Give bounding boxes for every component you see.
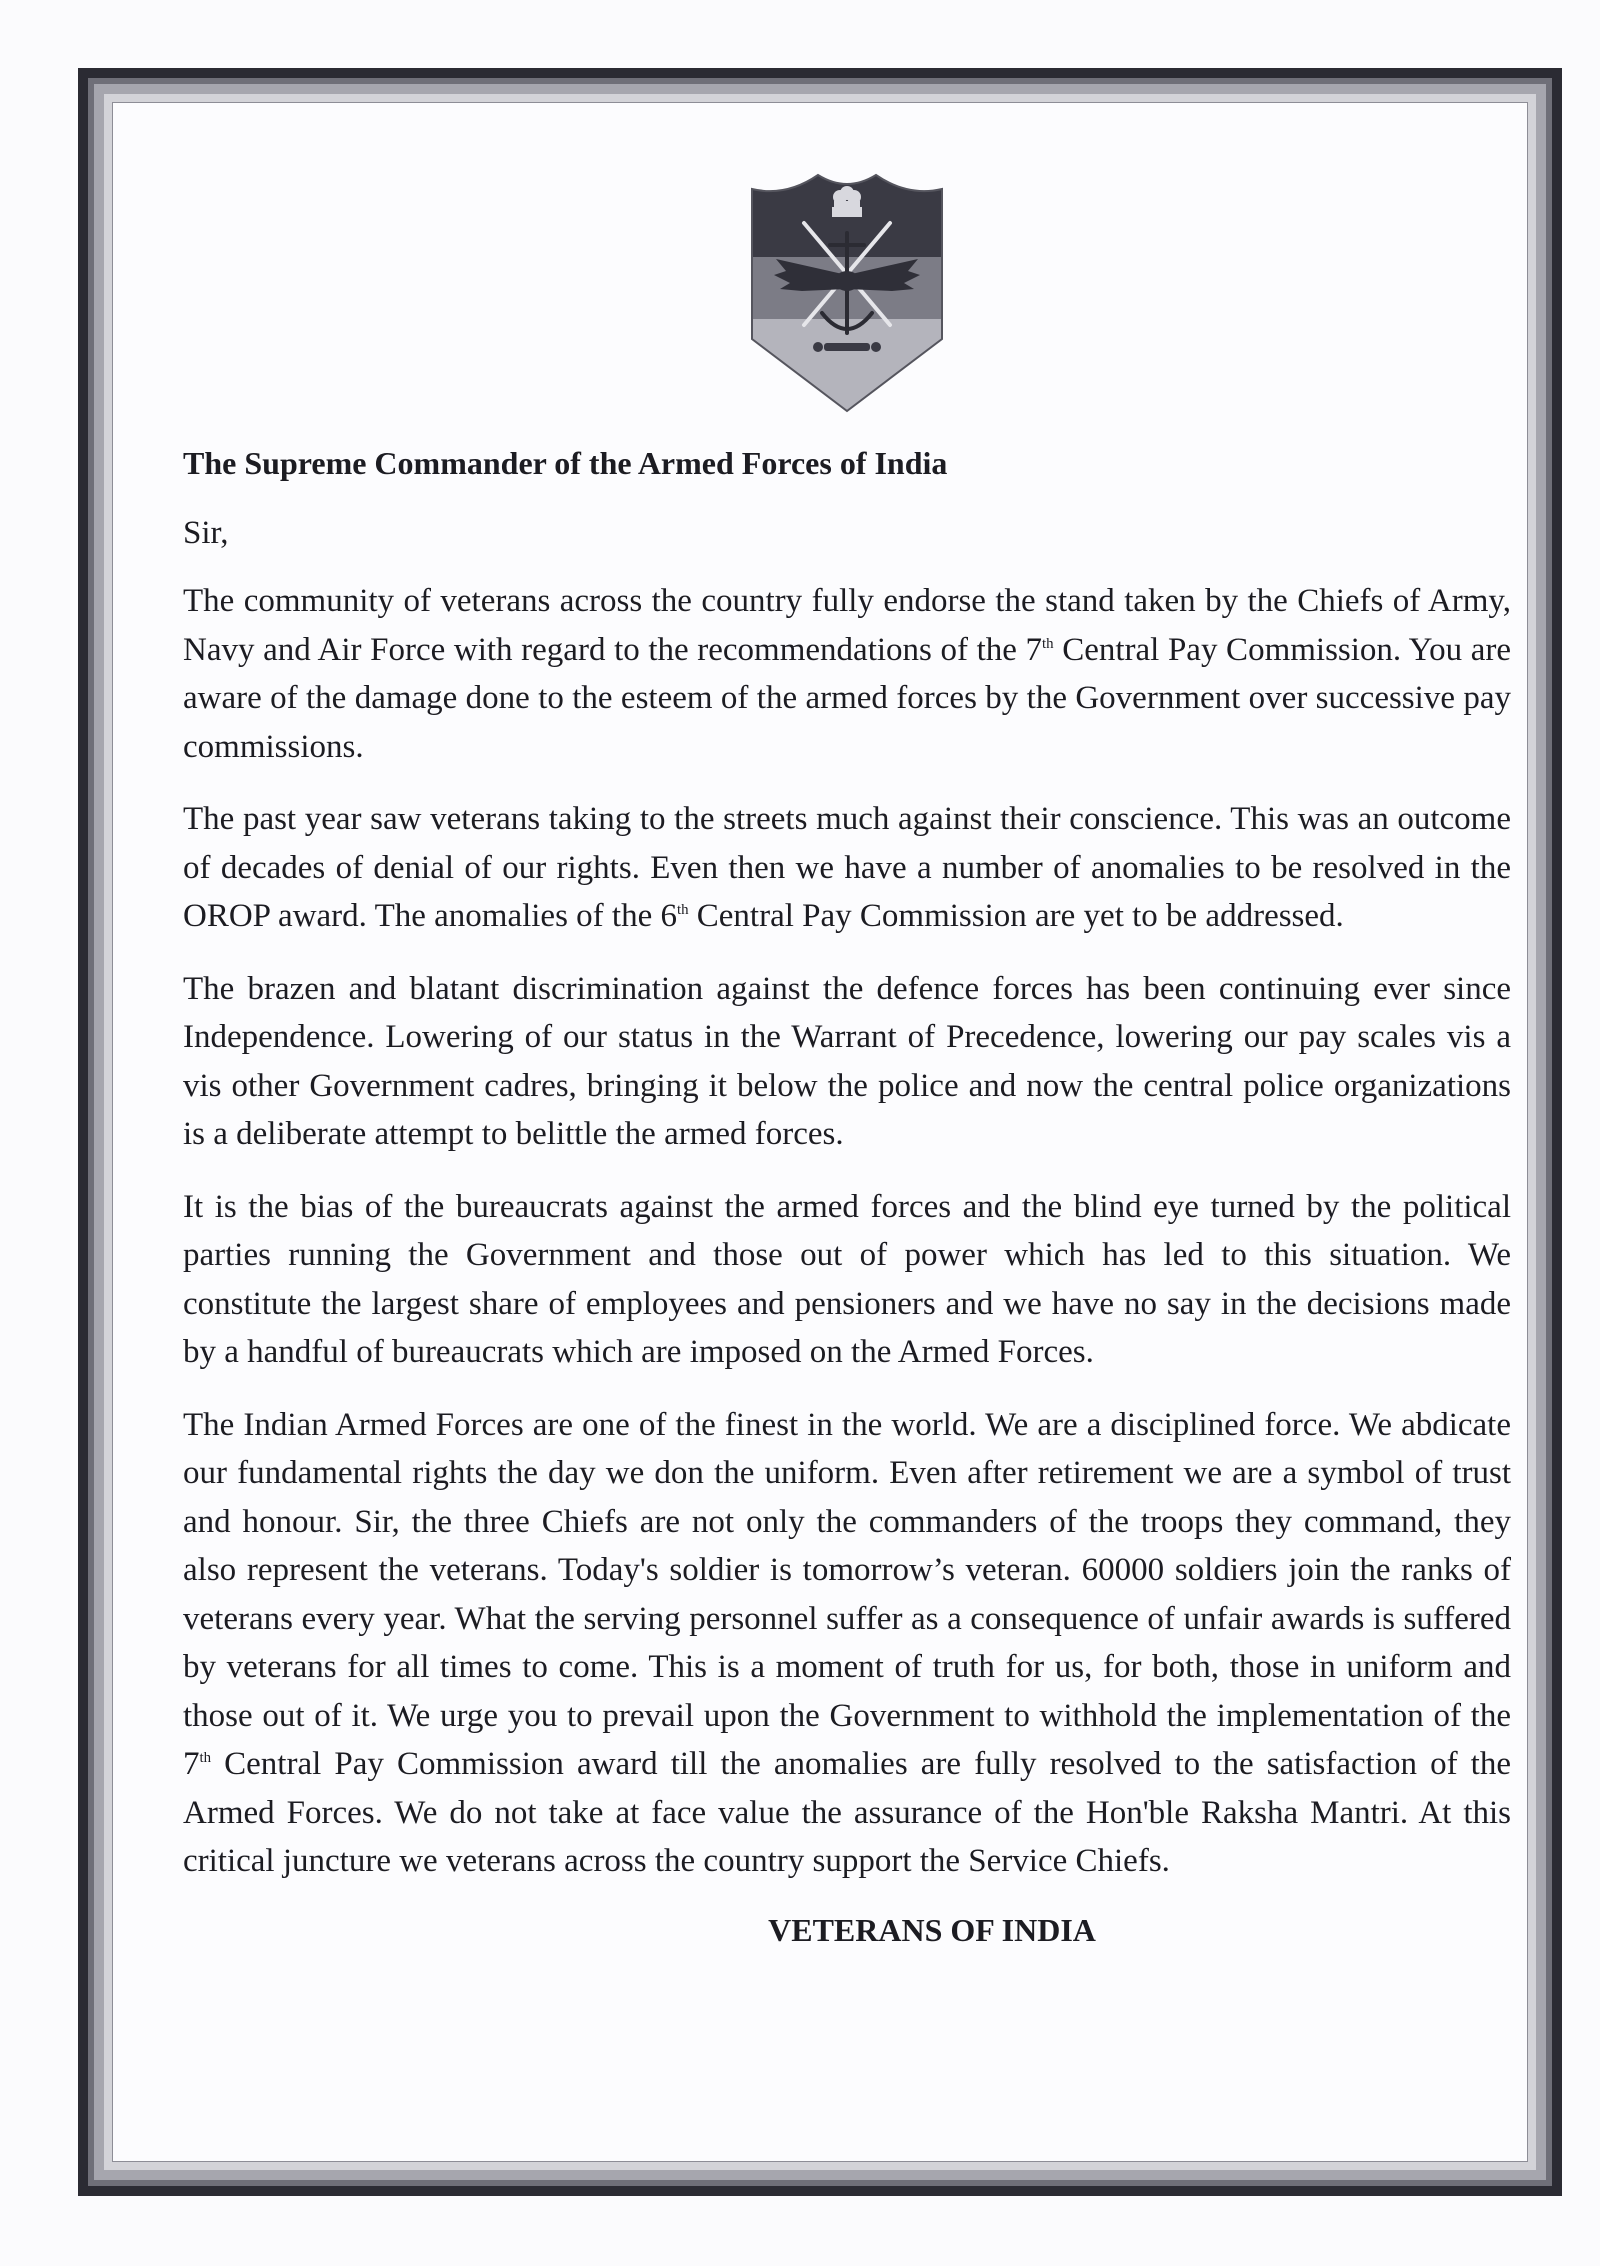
paragraph-3: The brazen and blatant discrimination against the defence forces has been continuing ever since Independence. Lowering of our status in the Warrant of Precedence, lowering our pay scales vis a vis other Government cadres, bringing it below the police and now the central police organizations is a deliberate attempt to belittle the armed forces. xyxy=(183,970,1511,1152)
letter-page xyxy=(112,102,1528,2162)
addressee-line: The Supreme Commander of the Armed Forces of India xyxy=(183,445,948,481)
paragraph-2: The past year saw veterans taking to the streets much against their conscience. This was an outcome of decades of denial of our rights. Even then we have a number of anomalies to be resolved in the OROP award. The anomalies of the 6th Central Pay Commission are yet to be addressed. xyxy=(183,801,1511,934)
paragraph-4: It is the bias of the bureaucrats against the armed forces and the blind eye turned by the political parties running the Government and those out of power which has led to this situation. We constitute the largest share of employees and pensioners and we have no say in the decisions made by a handful of bureaucrats which are imposed on the Armed Forces. xyxy=(183,1188,1511,1370)
signature: VETERANS OF INDIA xyxy=(768,1911,1096,1948)
salutation: Sir, xyxy=(183,515,229,551)
letter-body xyxy=(183,443,1511,1950)
tri-services-crest-icon xyxy=(746,167,948,413)
paragraph-5: The Indian Armed Forces are one of the finest in the world. We are a disciplined force. We abdicate our fundamental rights the day we don the uniform. Even after retirement we are a symbol of trust and honour. Sir, the three Chiefs are not only the commanders of the troops they command, they also represent the veterans. Today's soldier is tomorrow’s veteran. 60000 soldiers join the ranks of veterans every year. What the serving personnel suffer as a consequence of unfair awards is suffered by veterans for all times to come. This is a moment of truth for us, for both, those in uniform and those out of it. We urge you to prevail upon the Government to withhold the implementation of the 7th Central Pay Commission award till the anomalies are fully resolved to the satisfaction of the Armed Forces. We do not take at face value the assurance of the Hon'ble Raksha Mantri. At this critical juncture we veterans across the country support the Service Chiefs. xyxy=(183,1406,1511,1879)
border-inner xyxy=(104,94,1536,2170)
paragraph-1: The community of veterans across the country fully endorse the stand taken by the Chiefs of Army, Navy and Air Force with regard to the recommendations of the 7th Central Pay Commission. You are aware of the damage done to the esteem of the armed forces by the Government over successive pay commissions. xyxy=(183,583,1511,765)
border-middle xyxy=(94,84,1546,2180)
page-border xyxy=(78,68,1562,2196)
